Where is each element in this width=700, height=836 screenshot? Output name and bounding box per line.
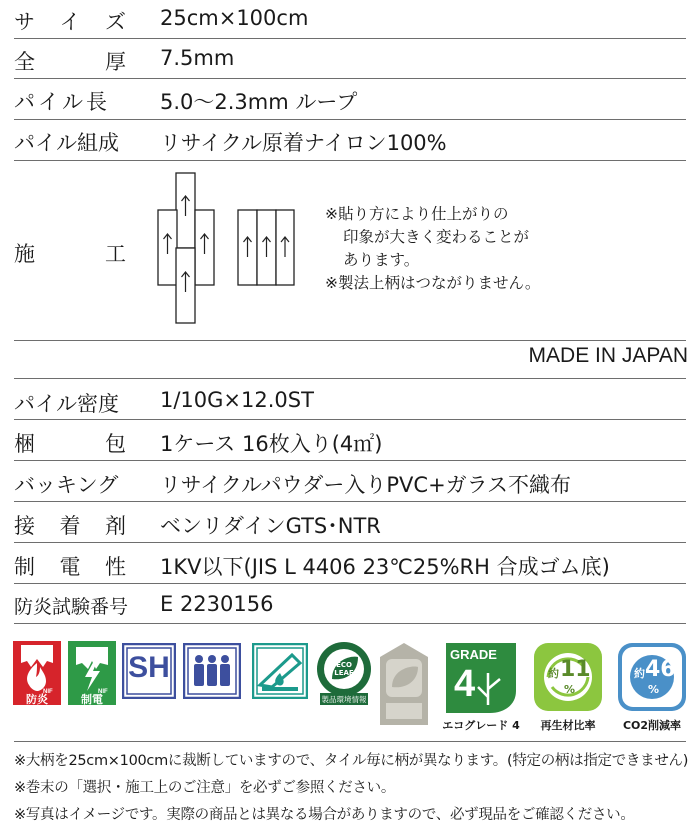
- co2-reduction-logo: [612, 643, 692, 731]
- installation-diagram-parallel: [236, 209, 296, 287]
- spec-row-fire-test: [14, 585, 686, 624]
- spec-value: E 2230156: [160, 592, 274, 616]
- spec-label: 制 電 性: [14, 555, 126, 579]
- water-drop-icon: [252, 643, 308, 699]
- recycle-unit: %: [564, 683, 576, 696]
- recycle-mark-icon: [378, 641, 430, 727]
- spec-label: 施 工: [14, 242, 126, 266]
- fire-retardant-caption: 防炎: [26, 693, 48, 706]
- spec-label: 接 着 剤: [14, 514, 126, 538]
- people-logo: [183, 643, 241, 699]
- co2-unit: %: [648, 683, 660, 696]
- spec-row-antistatic: [14, 544, 686, 584]
- spec-label: パイル密度: [14, 392, 119, 416]
- spec-value: 7.5mm: [160, 46, 235, 70]
- grade-number: 4: [454, 663, 476, 705]
- antistatic-logo: [68, 641, 116, 705]
- recycle-caption: 再生材比率: [540, 719, 596, 732]
- disclaimer-list: [14, 748, 688, 829]
- recycle-prefix: 約: [548, 667, 559, 680]
- co2-prefix: 約: [634, 667, 645, 680]
- ecograde-logo: [440, 639, 522, 731]
- spec-label: サ イ ズ: [14, 10, 126, 34]
- disclaimer-item: ※大柄を25cm×100cmに裁断していますので、タイル毎に柄が異なります。(特定の柄は指定できません): [14, 753, 689, 769]
- spec-row-size: [14, 0, 686, 39]
- grade-caption: エコグレード 4: [442, 719, 520, 732]
- spec-value: 5.0〜2.3mm ループ: [160, 90, 358, 114]
- antistatic-caption: 制電: [81, 693, 103, 706]
- ecoleaf-caption: 製品環境情報: [321, 695, 367, 704]
- spec-value: 1/10G×12.0ST: [160, 388, 314, 412]
- svg-text:NIF: NIF: [98, 689, 108, 695]
- divider: [14, 378, 686, 379]
- disclaimer-item: ※写真はイメージです。実際の商品とは異なる場合がありますので、必ず現品をご確認ください。: [14, 807, 635, 823]
- co2-caption: CO2削減率: [622, 719, 682, 732]
- spec-row-adhesive: [14, 503, 686, 543]
- recycle-cert-logo: [378, 641, 430, 727]
- spec-label: 全 厚: [14, 50, 126, 74]
- spec-row-pile-length: [14, 80, 686, 120]
- water-drop-logo: [252, 643, 308, 699]
- sh-logo: [122, 643, 176, 699]
- spec-value: ベンリダインGTS･NTR: [160, 514, 381, 538]
- fire-retardant-logo: [13, 641, 61, 705]
- people-icon: [183, 643, 241, 699]
- spec-label: 防炎試験番号: [14, 596, 129, 618]
- installation-diagram-staggered: [155, 172, 217, 324]
- spec-label: パイル長: [14, 90, 110, 114]
- spec-value: 1ケース 16枚入り(4㎡): [160, 432, 383, 456]
- spec-value: 25cm×100cm: [160, 6, 309, 30]
- installation-note: ※貼り方により仕上がりの 印象が大きく変わることが あります。 ※製法上柄はつながりません。: [325, 205, 541, 292]
- spec-row-backing: [14, 462, 686, 502]
- svg-text:NIF: NIF: [43, 689, 53, 695]
- certification-logos: [0, 637, 700, 737]
- spec-label: パイル組成: [14, 131, 119, 155]
- grade-top-text: GRADE: [450, 647, 497, 662]
- spec-value: 1KV以下(JIS L 4406 23℃25%RH 合成ゴム底): [160, 555, 610, 579]
- spec-row-thickness: [14, 40, 686, 79]
- disclaimer-item: ※巻末の「選択・施工上のご注意」を必ずご参照ください。: [14, 780, 396, 796]
- recycle-number: 11: [560, 657, 591, 682]
- spec-value: リサイクルパウダー入りPVC+ガラス不織布: [160, 473, 572, 497]
- spec-label: バッキング: [14, 473, 119, 497]
- made-in-label: MADE IN JAPAN: [528, 344, 688, 367]
- ecoleaf-badge: ECO LEAF: [334, 661, 354, 677]
- ecoleaf-logo: [316, 641, 372, 711]
- co2-number: 46: [645, 657, 676, 682]
- divider: [14, 741, 686, 742]
- spec-value: リサイクル原着ナイロン100%: [160, 131, 447, 155]
- recycled-ratio-logo: [530, 643, 606, 731]
- sh-mark-text: SH: [128, 651, 170, 684]
- spec-label: 梱 包: [14, 432, 126, 456]
- spec-row-packing: [14, 421, 686, 461]
- spec-row-pile-density: [14, 380, 686, 420]
- spec-row-pile-composition: [14, 121, 686, 161]
